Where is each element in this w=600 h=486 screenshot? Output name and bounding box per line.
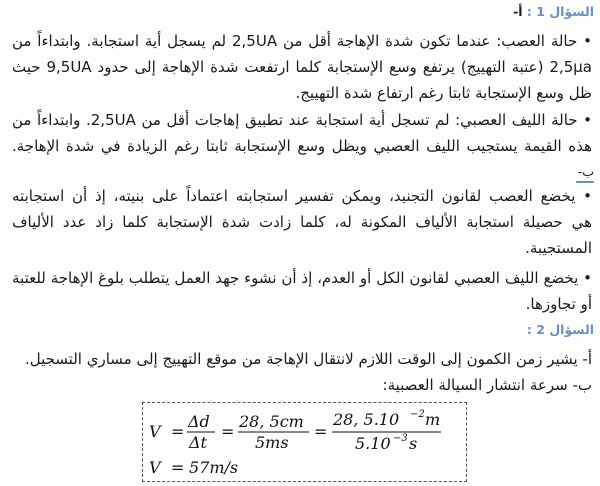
q1-line-8: المستجيبة. (525, 239, 592, 257)
q2-line-a: أ- يشير زمن الكمون إلى الوقت اللازم لانتقال الإهاجة من موقع التهييج إلى مساري التسجيل. (24, 350, 592, 368)
q1-line-9: • يخضع الليف العصبي لقانون الكل أو العدم، إذ أن نشوء جهد العمل يتطلب بلوغ الإهاجة للعتبة (12, 269, 592, 287)
formula-num-2-unit: m (425, 410, 441, 429)
q1-line-7: هي حصيلة استجابة الألياف المكونة له، كلما زادت شدة الإستجابة كلما زاد عدد الألياف (12, 213, 592, 231)
q1-line-1: • حالة العصب: عندما تكون شدة الإهاجة أقل من 2,5UA لم يسجل أية استجابة. وابتداءاً من (12, 32, 592, 50)
q2-line-b: ب- سرعة انتشار السيالة العصبية: (382, 376, 592, 394)
formula-svg (143, 403, 468, 483)
formula-num-2-base: 28, 5.10 (333, 410, 400, 429)
formula-delta-t: Δt (189, 433, 207, 452)
formula-num-2-exp: −2 (410, 409, 425, 420)
question-2-label: السؤال 2 : (526, 322, 594, 337)
q1-line-6: • يخضع العصب لقانون التجنيد، ويمكن تفسير استجابته اعتماداً على بنيته، إذ أن استجابته (12, 187, 592, 205)
separator (576, 181, 594, 183)
formula-v: V (149, 422, 161, 441)
formula-delta-d: Δd (188, 412, 210, 431)
formula-den-2-exp: −3 (393, 433, 408, 444)
result-v: V (149, 458, 161, 477)
formula-num-1: 28, 5cm (239, 412, 304, 431)
part-a-label: أ- (513, 4, 523, 19)
formula-den-1: 5ms (255, 433, 289, 452)
formula-eq-2: = (221, 422, 235, 441)
q1-line-2: 2,5μa (عتبة التهييج) يرتفع وسع الإستجابة كلما ارتفعت شدة الإهاجة إلى حدود 9,5UA حيث (12, 58, 592, 76)
question-1-label: السؤال 1 : أ- (513, 4, 594, 19)
formula-den-2-base: 5.10 (355, 434, 391, 453)
q1-line-3: ظل وسع الإستجابة ثابتا رغم ارتفاع شدة التهييج. (295, 84, 592, 102)
formula-eq-1: = (171, 422, 185, 441)
q1-line-4: • حالة الليف العصبي: لم تسجل أية استجابة عند تطبيق إهاجات أقل من 2,5UA. وابتداءاً من (12, 111, 592, 129)
formula-box (142, 402, 467, 482)
q1-line-5: هذه القيمة يستجيب الليف العصبي ويظل وسع الإستجابة ثابتا رغم الزيادة في شدة الإهاجة. (12, 137, 592, 155)
formula-den-2-unit: s (409, 434, 418, 453)
result-value: 57m/s (189, 458, 239, 477)
q1-line-10: أو تجاوزها. (525, 295, 592, 313)
result-eq: = (171, 458, 185, 477)
part-b-label: ب- (577, 164, 594, 179)
formula-eq-3: = (314, 422, 328, 441)
